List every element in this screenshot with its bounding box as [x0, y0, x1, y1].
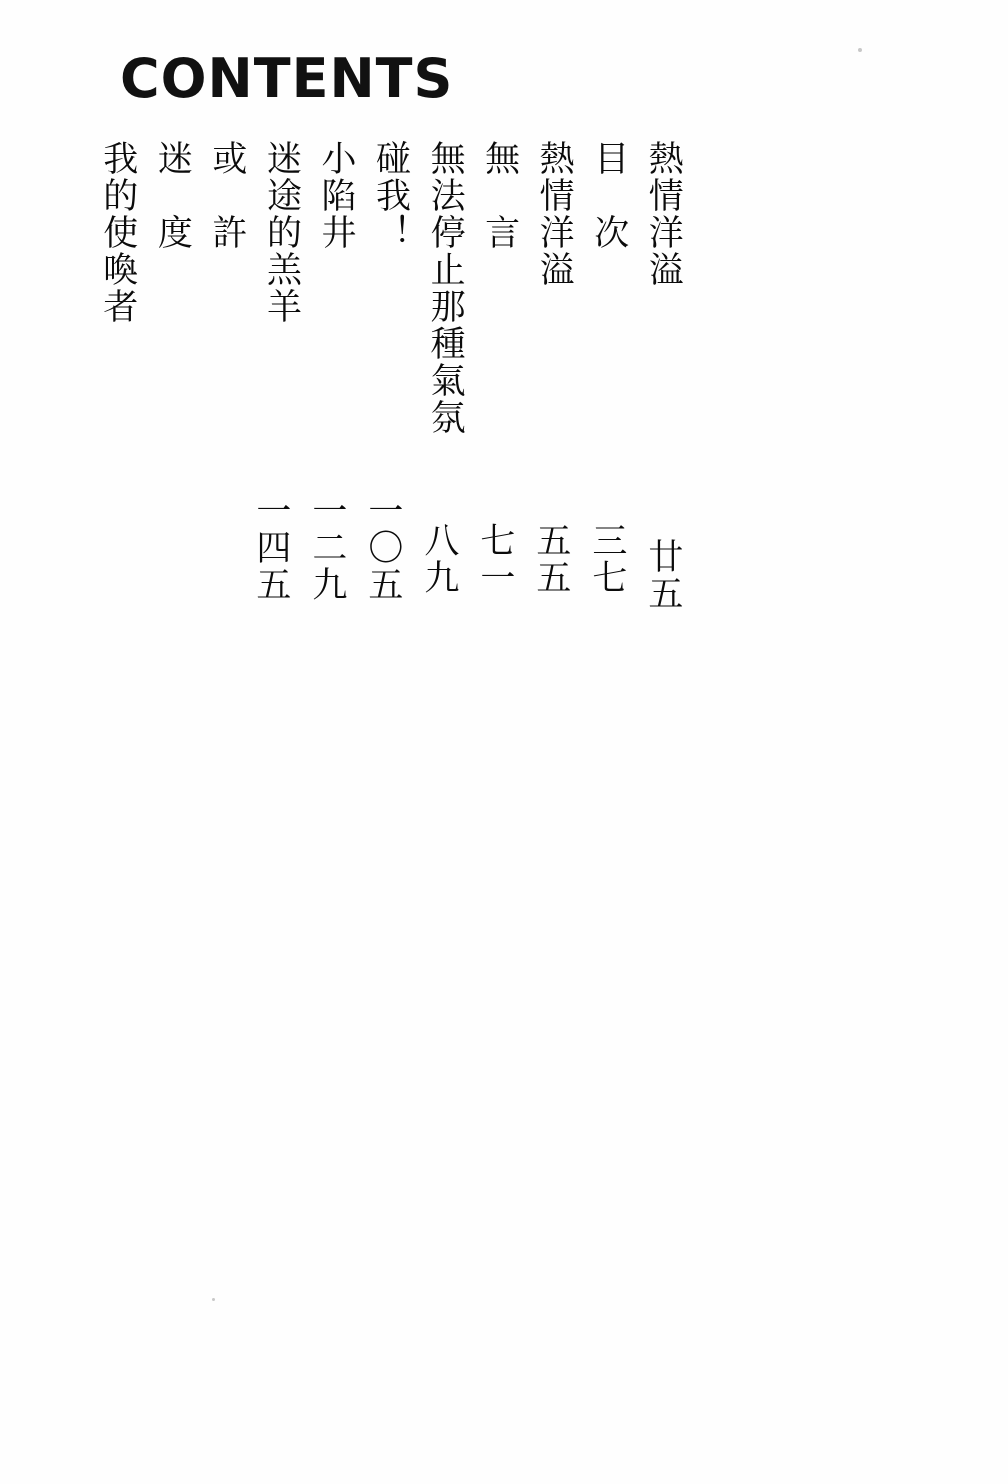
table-of-contents	[90, 140, 690, 500]
list-item	[581, 140, 636, 251]
list-item	[363, 140, 418, 251]
toc-entry-title: 或 許	[206, 140, 247, 251]
toc-page-number	[522, 492, 578, 596]
page-title: CONTENTS	[120, 47, 454, 110]
toc-page-number-value: 一二九	[306, 492, 347, 603]
toc-page-number	[298, 492, 354, 603]
toc-entry-title: 迷 度	[152, 140, 193, 251]
list-item	[472, 140, 527, 251]
toc-page-number-value: 一〇五	[362, 492, 403, 603]
list-item	[90, 140, 145, 325]
list-item	[145, 140, 200, 251]
scan-speck	[212, 1298, 215, 1301]
toc-page-number-value: 一四五	[250, 492, 291, 603]
list-item	[526, 140, 581, 288]
toc-page-number	[242, 492, 298, 603]
list-item	[254, 140, 309, 325]
toc-page-number-value: 三七	[586, 522, 627, 596]
toc-page-numbers	[90, 492, 690, 632]
toc-entry-title: 無 言	[479, 140, 520, 251]
toc-page-number-value: 廿五	[642, 538, 683, 612]
toc-page-number	[578, 492, 634, 596]
toc-entry-title: 無法停止那種氣氛	[425, 140, 466, 436]
toc-entry-title: 目 次	[588, 140, 629, 251]
toc-entry-title: 我的使喚者	[97, 140, 138, 325]
toc-page-number-value: 五五	[530, 522, 571, 596]
list-item	[199, 140, 254, 251]
list-item	[635, 140, 690, 288]
toc-page-number	[634, 492, 690, 612]
toc-page-number	[466, 492, 522, 596]
toc-entry-title: 熱情洋溢	[643, 140, 684, 288]
toc-page-number-value: 八九	[418, 522, 459, 596]
toc-entry-title: 小陷井	[315, 140, 356, 251]
toc-page-number-value: 七一	[474, 522, 515, 596]
toc-entry-title: 熱情洋溢	[534, 140, 575, 288]
list-item	[417, 140, 472, 436]
list-item	[308, 140, 363, 251]
toc-page-number	[410, 492, 466, 596]
toc-entry-title: 迷途的羔羊	[261, 140, 302, 325]
toc-entry-title: 碰我！	[370, 140, 411, 251]
toc-page-number	[354, 492, 410, 603]
scan-speck	[858, 48, 862, 52]
